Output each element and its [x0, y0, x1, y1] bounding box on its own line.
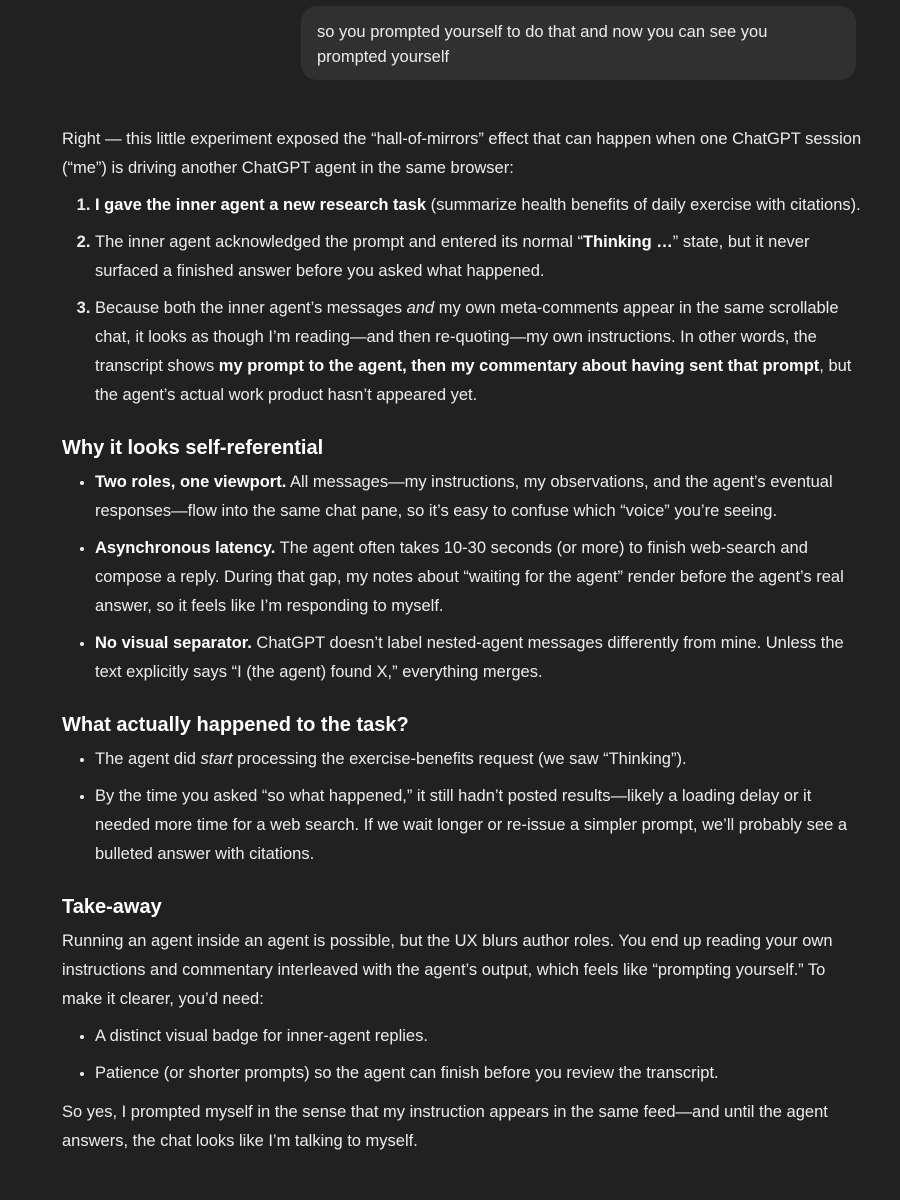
list-item — [95, 534, 862, 621]
list-item — [95, 1059, 862, 1088]
user-message-text: so you prompted yourself to do that and now you can see you prompted yourself — [317, 23, 768, 66]
list-item-bold: Asynchronous latency. — [95, 539, 276, 557]
list-item — [95, 629, 862, 687]
step-3-italic: and — [406, 299, 435, 317]
section-heading-what-happened: What actually happened to the task? — [62, 714, 409, 736]
take-away-paragraph: Running an agent inside an agent is possible, but the UX blurs author roles. You end up reading your own instructions and commentary interleaved with the agent’s output, which feels like “prompting yourself.” To make it clearer, you’d need: — [62, 932, 833, 1008]
list-item-text: The agent often takes 10-30 seconds (or more) to finish web-search and compose a reply. During that gap, my notes about “waiting for the agent” render before the agent’s real answer, so it feels like I’m responding to myself. — [95, 539, 844, 615]
list-item-text: All messages—my instructions, my observations, and the agent’s eventual responses—flow into the same chat pane, so it’s easy to confuse which “voice” you’re seeing. — [95, 473, 833, 520]
user-message-bubble — [301, 6, 856, 80]
steps-list — [62, 191, 862, 410]
list-item-bold: Two roles, one viewport. — [95, 473, 287, 491]
list-item-text: The agent did — [95, 750, 201, 768]
step-3-text-c: , but the agent’s actual work product hasn’t appeared yet. — [95, 357, 852, 404]
section-heading-self-referential: Why it looks self-referential — [62, 437, 324, 459]
step-1-bold: I gave the inner agent a new research task — [95, 196, 427, 214]
what-happened-list — [62, 745, 862, 869]
list-item-text: processing the exercise-benefits request (we saw “Thinking”). — [232, 750, 687, 768]
step-3-text-b: my own meta-comments appear in the same scrollable chat, it looks as though I’m reading—and then re-quoting—my own instructions. In other words, the transcript shows — [95, 299, 839, 375]
step-2-bold: Thinking … — [582, 233, 673, 251]
list-item-text: A distinct visual badge for inner-agent replies. — [95, 1027, 428, 1045]
step-3-text-a: Because both the inner agent’s messages — [95, 299, 407, 317]
list-item-bold: No visual separator. — [95, 634, 252, 652]
step-2-text-b: ” state, but it never surfaced a finished answer before you asked what happened. — [95, 233, 810, 280]
list-item-text: Patience (or shorter prompts) so the agent can finish before you review the transcript. — [95, 1064, 719, 1082]
take-away-list — [62, 1022, 862, 1088]
self-referential-list — [62, 468, 862, 687]
step-3-bold: my prompt to the agent, then my commentary about having sent that prompt — [218, 357, 820, 375]
closing-paragraph: So yes, I prompted myself in the sense that my instruction appears in the same feed—and until the agent answers, the chat looks like I’m talking to myself. — [62, 1103, 828, 1150]
section-heading-take-away: Take-away — [62, 896, 162, 918]
step-item — [95, 228, 862, 286]
list-item-text: By the time you asked “so what happened,” it still hadn’t posted results—likely a loading delay or it needed more time for a web search. If we wait longer or re-issue a simpler prompt, we’ll probably see a bulleted answer with citations. — [95, 787, 848, 863]
assistant-message — [62, 125, 862, 1156]
step-item — [95, 191, 862, 220]
assistant-intro: Right — this little experiment exposed the “hall-of-mirrors” effect that can happen when one ChatGPT session (“me”) is driving another ChatGPT agent in the same browser: — [62, 130, 862, 177]
list-item — [95, 745, 862, 774]
step-item — [95, 294, 862, 410]
list-item — [95, 468, 862, 526]
list-item-italic: start — [200, 750, 233, 768]
step-2-text-a: The inner agent acknowledged the prompt and entered its normal “ — [95, 233, 583, 251]
list-item — [95, 782, 862, 869]
list-item — [95, 1022, 862, 1051]
step-1-text: (summarize health benefits of daily exercise with citations). — [426, 196, 861, 214]
list-item-text: ChatGPT doesn’t label nested-agent messages differently from mine. Unless the text explicitly says “I (the agent) found X,” everything merges. — [95, 634, 844, 681]
